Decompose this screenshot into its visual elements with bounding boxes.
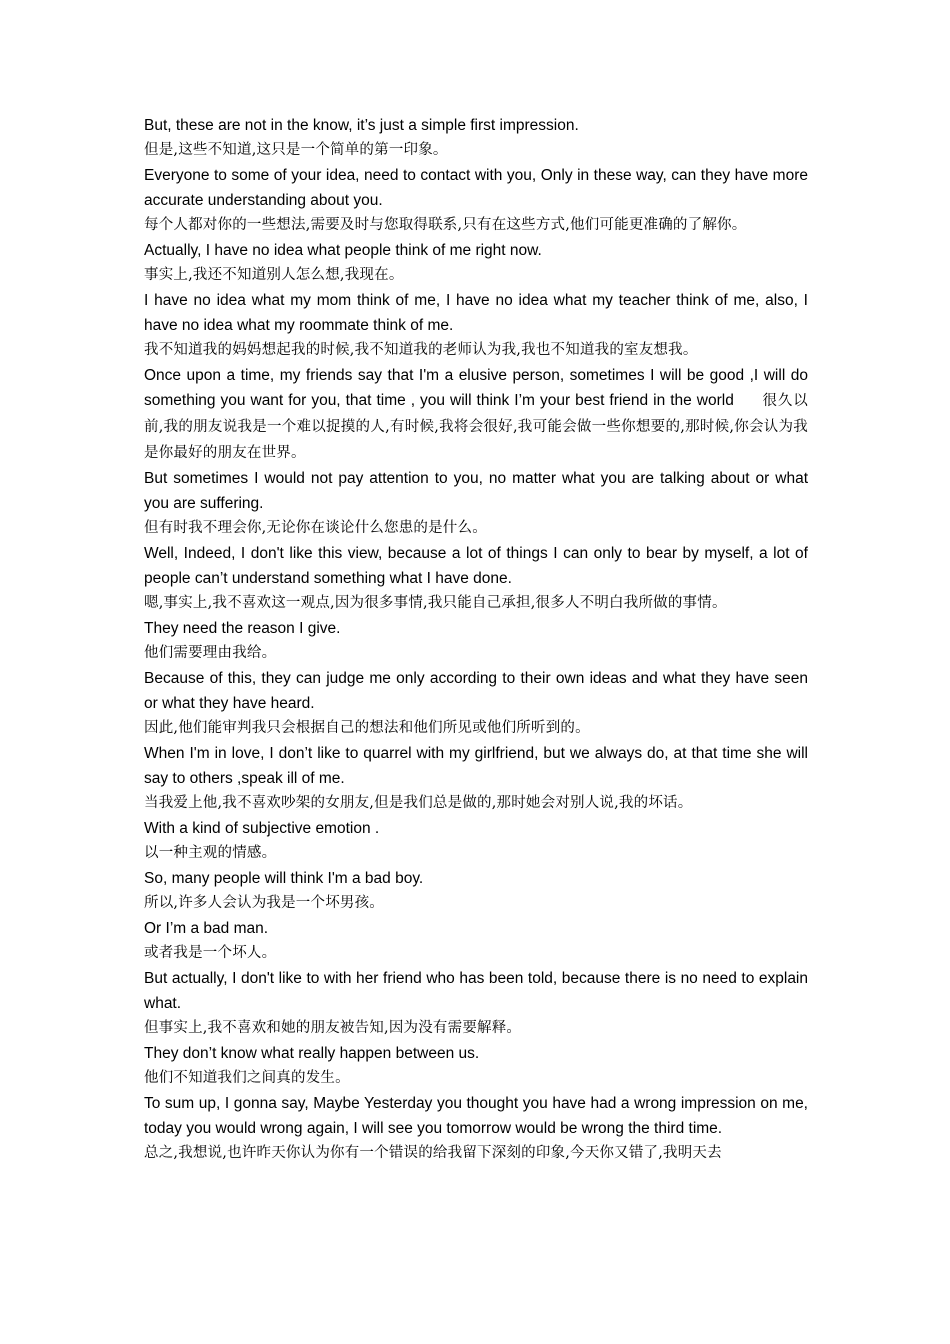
zh-line-3: 事实上,我还不知道别人怎么想,我现在。 xyxy=(144,267,404,283)
en-line-8: They need the reason I give. xyxy=(144,620,341,637)
en-line-15: They don’t know what really happen between us. xyxy=(144,1045,480,1062)
zh-line-9: 因此,他们能审判我只会根据自己的想法和他们所见或他们所听到的。 xyxy=(144,720,590,736)
en-line-3: Actually, I have no idea what people think of me right now. xyxy=(144,242,542,259)
zh-line-5: 很久以前,我的朋友说我是一个难以捉摸的人,有时候,我将会很好,我可能会做一些你想要的,那时候,你会认为我是你最好的朋友在世界。 xyxy=(144,393,808,461)
zh-line-12: 所以,许多人会认为我是一个坏男孩。 xyxy=(144,895,385,911)
en-line-4: I have no idea what my mom think of me, I have no idea what my teacher think of me, also, I have no idea what my roommate think of me. xyxy=(144,292,808,334)
zh-line-11: 以一种主观的情感。 xyxy=(144,845,277,861)
zh-line-2: 每个人都对你的一些想法,需要及时与您取得联系,只有在这些方式,他们可能更准确的了解你。 xyxy=(144,217,747,233)
en-line-11: With a kind of subjective emotion . xyxy=(144,820,380,837)
en-line-6: But sometimes I would not pay attention to you, no matter what you are talking about or what you are suffering. xyxy=(144,470,808,512)
en-line-12: So, many people will think I'm a bad boy. xyxy=(144,870,424,887)
document-page xyxy=(144,113,808,1166)
zh-line-6: 但有时我不理会你,无论你在谈论什么您患的是什么。 xyxy=(144,520,487,536)
en-line-2: Everyone to some of your idea, need to contact with you, Only in these way, can they have more accurate understanding about you. xyxy=(144,167,808,209)
en-line-1: But, these are not in the know, it’s just a simple first impression. xyxy=(144,117,579,134)
mixed-line-5 xyxy=(144,363,808,466)
en-line-16: To sum up, I gonna say, Maybe Yesterday you thought you have had a wrong impression on me, today you would wrong again, I will see you tomorrow would be wrong the third time. xyxy=(144,1095,808,1137)
en-line-7: Well, Indeed, I don't like this view, because a lot of things I can only to bear by myself, a lot of people can’t understand something what I have done. xyxy=(144,545,808,587)
en-line-9: Because of this, they can judge me only according to their own ideas and what they have seen or what they have heard. xyxy=(144,670,808,712)
zh-line-15: 他们不知道我们之间真的发生。 xyxy=(144,1070,350,1086)
zh-line-7: 嗯,事实上,我不喜欢这一观点,因为很多事情,我只能自己承担,很多人不明白我所做的事情。 xyxy=(144,595,727,611)
en-line-5: Once upon a time, my friends say that I'm a elusive person, sometimes I will be good ,I will do something you want for you, that time , you will think I’m your best friend in the world xyxy=(144,367,808,409)
zh-line-10: 当我爱上他,我不喜欢吵架的女朋友,但是我们总是做的,那时她会对别人说,我的坏话。 xyxy=(144,795,693,811)
zh-line-1: 但是,这些不知道,这只是一个简单的第一印象。 xyxy=(144,142,448,158)
en-line-14: But actually, I don't like to with her friend who has been told, because there is no need to explain what. xyxy=(144,970,808,1012)
zh-line-16: 总之,我想说,也许昨天你认为你有一个错误的给我留下深刻的印象,今天你又错了,我明天去 xyxy=(144,1145,722,1161)
zh-line-14: 但事实上,我不喜欢和她的朋友被告知,因为没有需要解释。 xyxy=(144,1020,522,1036)
en-line-13: Or I’m a bad man. xyxy=(144,920,269,937)
en-line-10: When I'm in love, I don’t like to quarrel with my girlfriend, but we always do, at that time she will say to others ,speak ill of me. xyxy=(144,745,808,787)
zh-line-4: 我不知道我的妈妈想起我的时候,我不知道我的老师认为我,我也不知道我的室友想我。 xyxy=(144,342,698,358)
zh-line-13: 或者我是一个坏人。 xyxy=(144,945,277,961)
zh-line-8: 他们需要理由我给。 xyxy=(144,645,277,661)
